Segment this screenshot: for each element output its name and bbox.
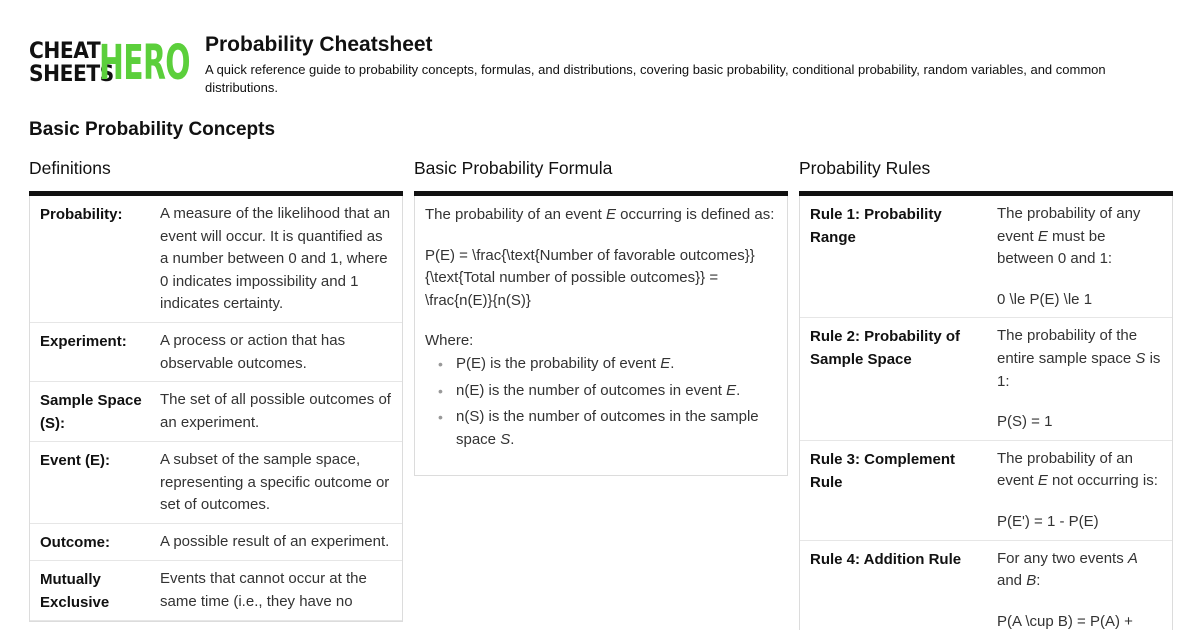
definition-row	[30, 561, 402, 621]
definition-desc: The set of all possible outcomes of an experiment.	[160, 391, 391, 431]
definition-row	[30, 442, 402, 524]
definition-desc: Events that cannot occur at the same time (i.e., they have no	[160, 569, 367, 610]
rule-formula: P(E') = 1 - P(E)	[997, 512, 1099, 530]
rule-desc: The probability of any event E must be between 0 and 1: 0 \le P(E) \le 1	[997, 203, 1162, 311]
rule-formula: 0 \le P(E) \le 1	[997, 290, 1093, 308]
definition-row	[30, 524, 402, 561]
rules-heading: Probability Rules	[799, 158, 931, 178]
rule-formula: P(S) = 1	[997, 413, 1053, 431]
rule-row	[800, 196, 1172, 318]
definitions-heading: Definitions	[29, 158, 111, 178]
rules-column	[799, 157, 1173, 630]
definition-term: Outcome:	[40, 533, 111, 551]
definition-desc: A subset of the sample space, representing a specific outcome or set of outcomes.	[160, 451, 390, 514]
logo-word-sheets: SHEETS	[29, 62, 114, 87]
definition-term: Probability:	[40, 206, 123, 223]
rule-formula: P(A \cup B) = P(A) +	[997, 612, 1133, 630]
rule-desc: The probability of an event E not occurring is: P(E') = 1 - P(E)	[997, 448, 1162, 534]
definition-term: Mutually Exclusive	[40, 570, 110, 611]
logo-word-cheat: CHEAT	[29, 39, 101, 64]
definition-desc: A measure of the likelihood that an event will occur. It is quantified as a number between 0 and 1, where 0 indicates impossibility and 1 indicates certainty.	[160, 205, 391, 313]
rule-desc: The probability of the entire sample space S is 1: P(S) = 1	[997, 325, 1162, 433]
definition-desc: A process or action that has observable outcomes.	[160, 331, 346, 372]
formula-column	[414, 157, 788, 476]
rule-row	[800, 441, 1172, 541]
definition-row	[30, 382, 402, 442]
list-item: • n(S) is the number of outcomes in the sample space S.	[425, 406, 777, 451]
rule-row	[800, 541, 1172, 630]
page-title: Probability Cheatsheet	[205, 33, 433, 56]
definition-term: Event (E):	[40, 452, 111, 470]
definition-row	[30, 196, 402, 323]
definition-desc: A possible result of an experiment.	[160, 532, 390, 550]
formula-card	[414, 196, 788, 476]
formula-intro: The probability of an event E occurring is defined as:	[425, 206, 775, 223]
rule-term: Rule 2: Probability of Sample Space	[810, 328, 961, 369]
logo-word-hero: HERO	[99, 35, 190, 91]
rule-term: Rule 1: Probability Range	[810, 206, 942, 246]
list-item: • P(E) is the probability of event E.	[425, 353, 777, 376]
formula-bullet-list	[425, 353, 777, 451]
definitions-column	[29, 157, 403, 622]
rule-desc: For any two events A and B: P(A \cup B) = P(A) +	[997, 548, 1162, 630]
definition-term: Experiment:	[40, 332, 127, 350]
cheatsheets-hero-logo[interactable]	[29, 35, 191, 91]
list-item: • n(E) is the number of outcomes in event E.	[425, 380, 777, 403]
rule-row	[800, 318, 1172, 440]
rule-term: Rule 3: Complement Rule	[810, 450, 956, 491]
formula-heading: Basic Probability Formula	[414, 158, 613, 178]
rule-term: Rule 4: Addition Rule	[810, 550, 962, 568]
page-subtitle: A quick reference guide to probability concepts, formulas, and distributions, covering basic probability, conditional probability, random variables, and common distributions.	[205, 62, 1106, 95]
formula-where-label: Where:	[425, 332, 474, 350]
definitions-table	[29, 196, 403, 622]
rules-table	[799, 196, 1173, 630]
formula-expression: P(E) = \frac{\text{Number of favorable outcomes}}{\text{Total number of possible outcomes}} = \frac{n(E)}{n(S)}	[425, 246, 755, 309]
definition-row	[30, 323, 402, 382]
page-header	[29, 33, 1174, 99]
definition-term: Sample Space (S):	[40, 392, 142, 433]
section-title: Basic Probability Concepts	[29, 119, 276, 140]
